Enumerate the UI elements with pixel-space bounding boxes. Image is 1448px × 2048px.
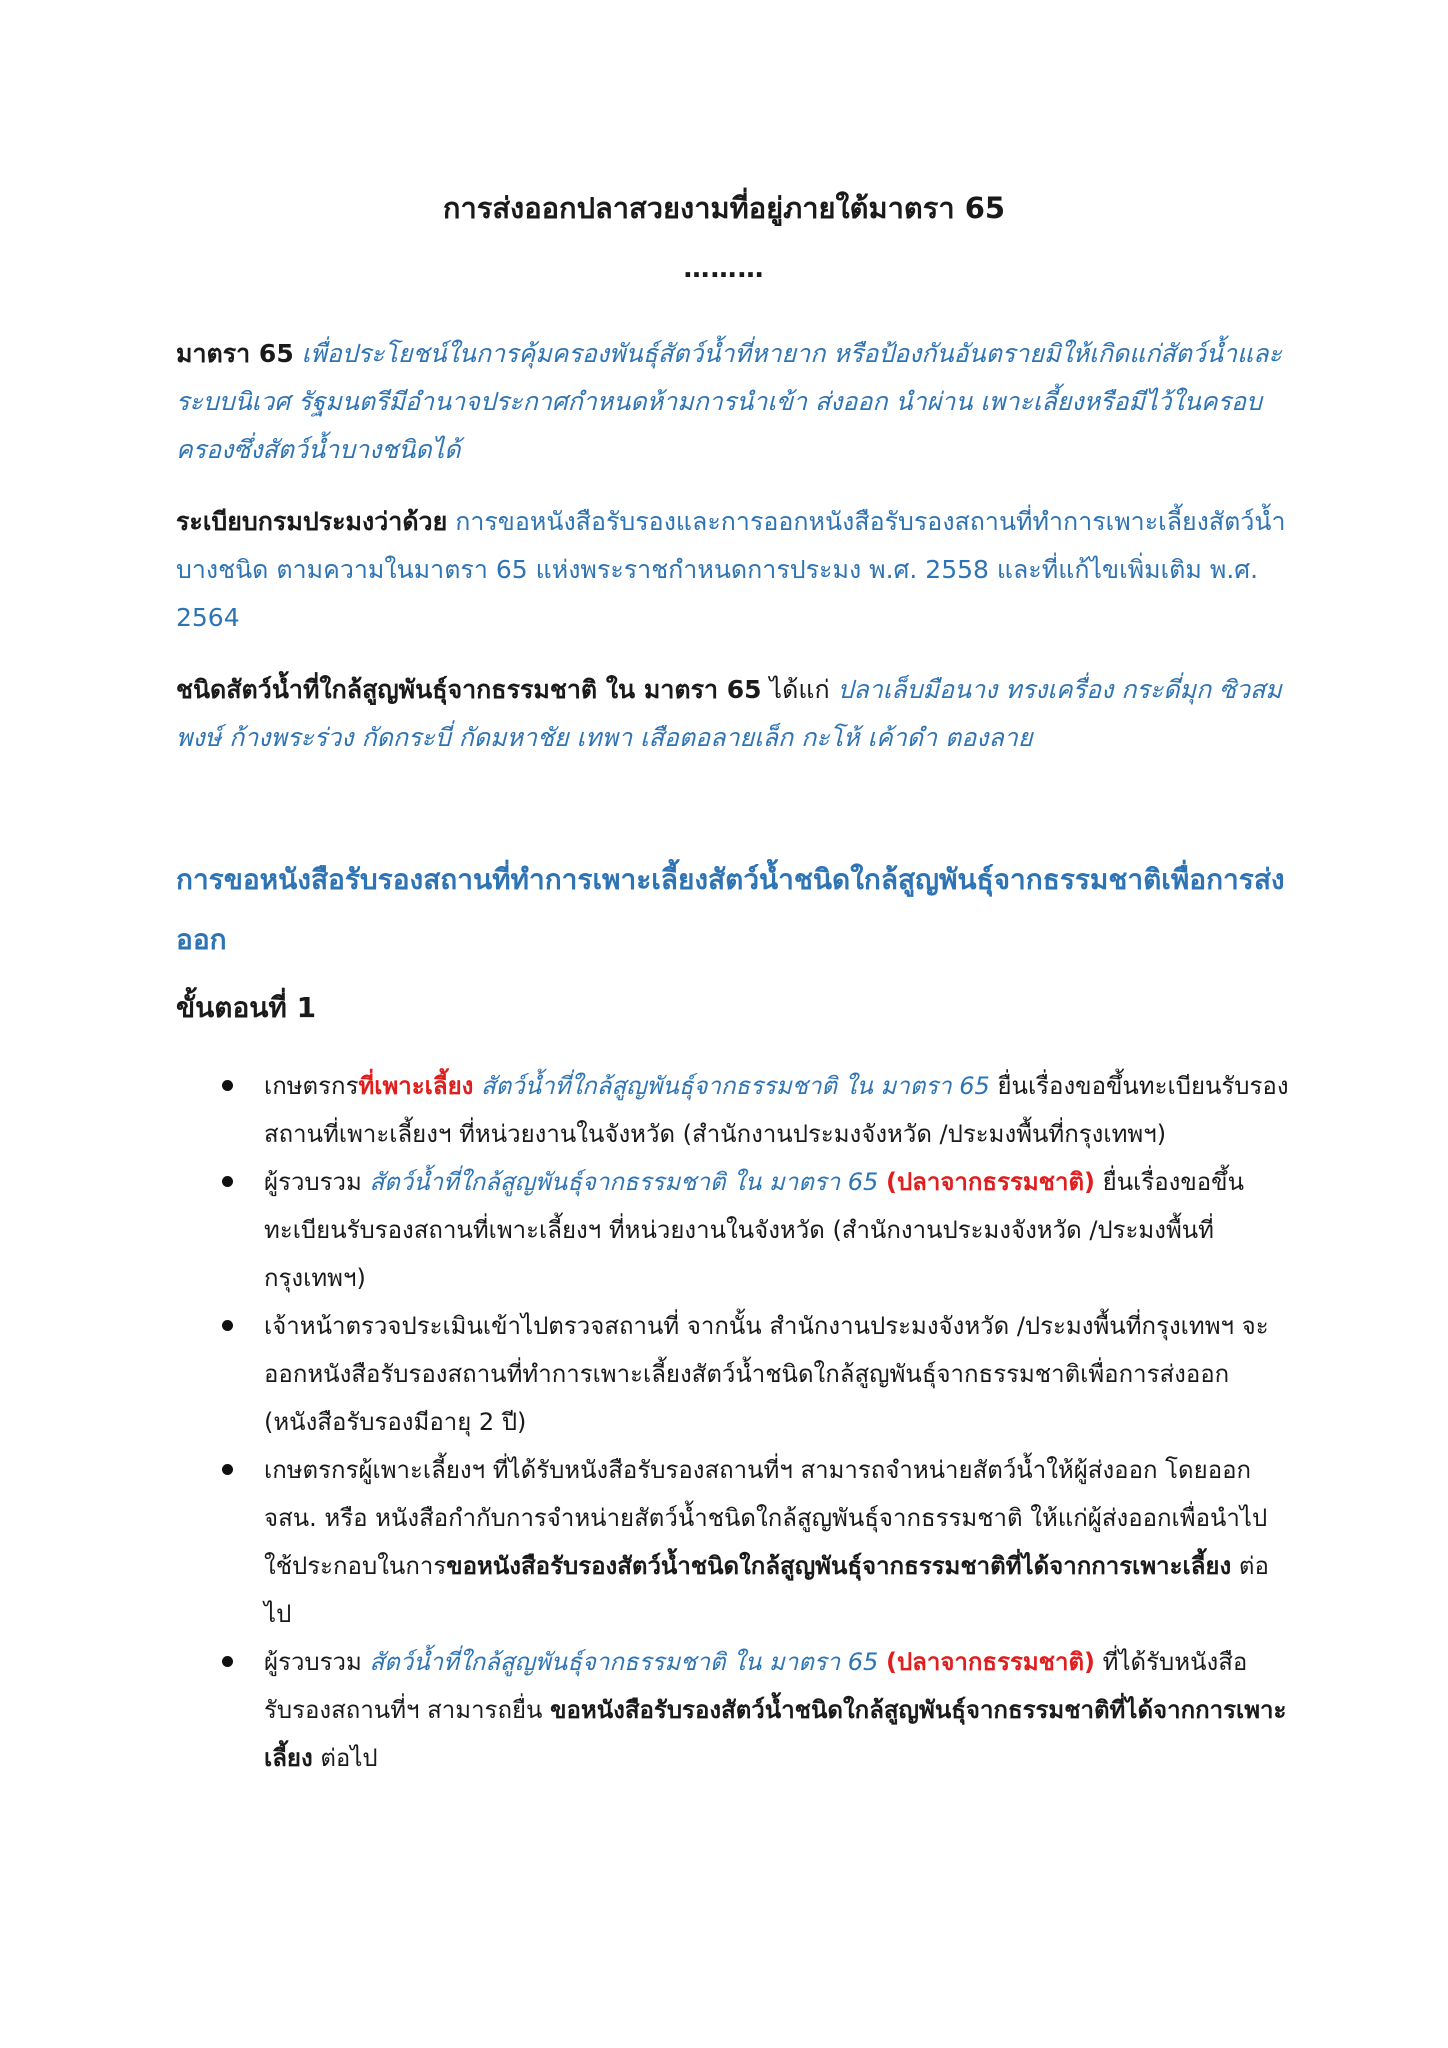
regulation-text: การขอหนังสือรับรองและการออกหนังสือรับรองสถานที่ทำการเพาะเลี้ยงสัตว์น้ำบางชนิด ตามความในมาตรา 65 แห่งพระราชกำหนดการประมง พ.ศ. 2558 และที่แก้ไขเพิ่มเติม พ.ศ. 2564 — [176, 507, 1286, 632]
step-2-rest: ยื่นเรื่องขอขึ้นทะเบียนรับรองสถานที่เพาะเลี้ยงฯ ที่หน่วยงานในจังหวัด (สำนักงานประมงจังหวัด /ประมงพื้นที่กรุงเทพฯ) — [264, 1168, 1244, 1292]
section-65-lead: มาตรา 65 — [176, 339, 294, 368]
step-4-rest: ต่อไป — [264, 1552, 1269, 1628]
step-2-blue: สัตว์น้ำที่ใกล้สูญพันธุ์จากธรรมชาติ ใน มาตรา 65 — [369, 1168, 879, 1196]
step-5-rest: ต่อไป — [320, 1744, 378, 1772]
step-5-mid: ที่ได้รับหนังสือรับรองสถานที่ฯ สามารถยื่น — [264, 1648, 1248, 1724]
species-list: ปลาเล็บมือนาง ทรงเครื่อง กระดี่มุก ซิวสมพงษ์ ก้างพระร่วง กัดกระบี่ กัดมหาชัย เทพา เสือตอลายเล็ก กะโห้ เค้าดำ ตองลาย — [176, 675, 1282, 752]
step-5-text: ผู้รวบรวม — [264, 1648, 362, 1676]
list-item — [200, 1302, 1290, 1446]
section-heading: การขอหนังสือรับรองสถานที่ทำการเพาะเลี้ยงสัตว์น้ำชนิดใกล้สูญพันธุ์จากธรรมชาติเพื่อการส่งออก — [176, 863, 1285, 956]
list-item — [200, 1638, 1290, 1782]
bullet-icon — [222, 1464, 233, 1475]
bullet-icon — [222, 1320, 233, 1331]
list-item — [200, 1062, 1290, 1158]
step-4-bold: ขอหนังสือรับรองสัตว์น้ำชนิดใกล้สูญพันธุ์จากธรรมชาติที่ได้จากการเพาะเลี้ยง — [446, 1552, 1232, 1580]
step-4-text: เกษตรกรผู้เพาะเลี้ยงฯ ที่ได้รับหนังสือรับรองสถานที่ฯ สามารถจำหน่ายสัตว์น้ำให้ผู้ส่งออก โดยออก จสน. หรือ หนังสือกำกับการจำหน่ายสัตว์น้ำชนิดใกล้สูญพันธุ์จากธรรมชาติ ให้แก่ผู้ส่งออกเพื่อนำไปใช้ประกอบในการ — [264, 1456, 1268, 1580]
regulation-lead: ระเบียบกรมประมงว่าด้วย — [176, 507, 448, 536]
step-1-text: เกษตรกร — [264, 1072, 359, 1100]
step-1-red: ที่เพาะเลี้ยง — [358, 1072, 474, 1100]
step-1-blue: สัตว์น้ำที่ใกล้สูญพันธุ์จากธรรมชาติ ใน มาตรา 65 — [481, 1072, 990, 1100]
bullet-icon — [222, 1080, 233, 1091]
list-item — [200, 1158, 1290, 1302]
section-65-text: เพื่อประโยชน์ในการคุ้มครองพันธุ์สัตว์น้ำที่หายาก หรือป้องกันอันตรายมิให้เกิดแก่สัตว์น้ำและระบบนิเวศ รัฐมนตรีมีอำนาจประกาศกำหนดห้ามการนำเข้า ส่งออก นำผ่าน เพาะเลี้ยงหรือมีไว้ในครอบครองซึ่งสัตว์น้ำบางชนิดได้ — [176, 339, 1282, 464]
species-connector: ได้แก่ — [769, 675, 830, 704]
step-2-red: (ปลาจากธรรมชาติ) — [885, 1168, 1095, 1196]
step-title: ขั้นตอนที่ 1 — [176, 991, 317, 1024]
step-1-rest: ยื่นเรื่องขอขึ้นทะเบียนรับรองสถานที่เพาะเลี้ยงฯ ที่หน่วยงานในจังหวัด (สำนักงานประมงจังหวัด /ประมงพื้นที่กรุงเทพฯ) — [264, 1072, 1289, 1148]
title-separator: ……… — [683, 254, 765, 284]
step-5-red: (ปลาจากธรรมชาติ) — [885, 1648, 1095, 1676]
step-2-text: ผู้รวบรวม — [264, 1168, 362, 1196]
list-item — [200, 1446, 1290, 1638]
step-list — [200, 1062, 1290, 1782]
species-paragraph — [176, 666, 1286, 762]
species-lead: ชนิดสัตว์น้ำที่ใกล้สูญพันธุ์จากธรรมชาติ ใน มาตรา 65 — [176, 675, 762, 704]
step-5-bold: ขอหนังสือรับรองสัตว์น้ำชนิดใกล้สูญพันธุ์จากธรรมชาติที่ได้จากการเพาะเลี้ยง — [264, 1696, 1287, 1772]
regulation-paragraph — [176, 498, 1286, 642]
section-65-paragraph — [176, 330, 1286, 474]
bullet-icon — [222, 1656, 233, 1667]
step-5-blue: สัตว์น้ำที่ใกล้สูญพันธุ์จากธรรมชาติ ใน มาตรา 65 — [369, 1648, 879, 1676]
bullet-icon — [222, 1176, 233, 1187]
step-3-text: เจ้าหน้าตรวจประเมินเข้าไปตรวจสถานที่ จากนั้น สำนักงานประมงจังหวัด /ประมงพื้นที่กรุงเทพฯ จะออกหนังสือรับรองสถานที่ทำการเพาะเลี้ยงสัตว์น้ำชนิดใกล้สูญพันธุ์จากธรรมชาติเพื่อการส่งออก (หนังสือรับรองมีอายุ 2 ปี) — [264, 1312, 1269, 1436]
document-title: การส่งออกปลาสวยงามที่อยู่ภายใต้มาตรา 65 — [442, 191, 1006, 225]
